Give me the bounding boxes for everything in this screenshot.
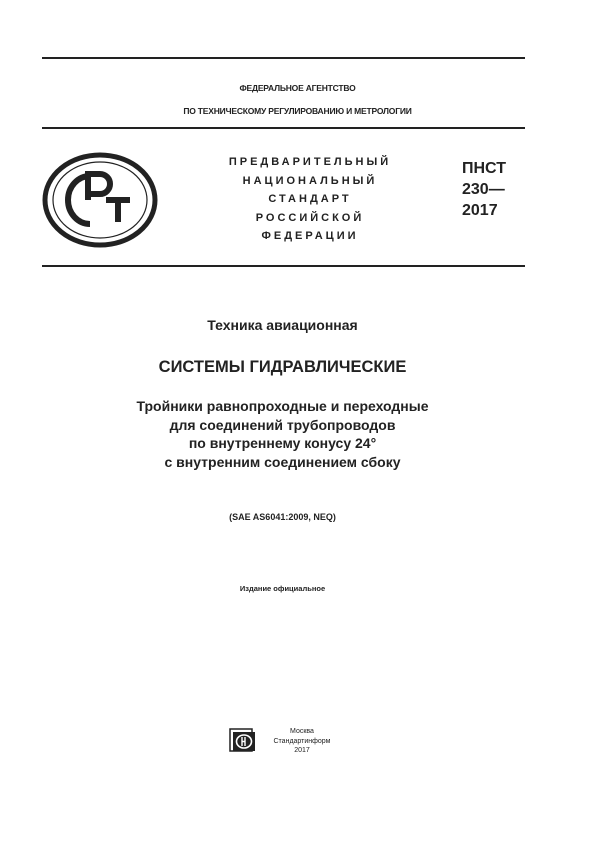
agency-line-1: ФЕДЕРАЛЬНОЕ АГЕНТСТВО [239,83,356,93]
header-rule [42,127,525,129]
publisher-city: Москва [290,728,314,735]
top-rule [42,57,525,59]
rst-logo-icon [42,152,158,248]
document-title: СИСТЕМЫ ГИДРАВЛИЧЕСКИЕ [158,358,407,376]
reference-standard: (SAE AS6041:2009, NEQ) [229,512,336,522]
document-subtitle [0,397,565,471]
standard-type-line: НАЦИОНАЛЬНЫЙ [242,174,378,187]
standartinform-logo-icon [229,728,256,752]
subtitle-line: Тройники равнопроходные и переходные [136,398,429,414]
publication-year: 2017 [294,747,310,754]
standard-type-line: ФЕДЕРАЦИИ [261,230,359,242]
standard-code-line: 230— [462,181,505,198]
publisher-name: Стандартинформ [273,737,331,745]
standard-type [200,153,420,246]
title-block-rule [42,265,525,267]
standard-type-line: РОССИЙСКОЙ [255,211,365,224]
standard-code-line: 2017 [462,202,498,219]
standard-type-line: СТАНДАРТ [268,193,352,205]
document-category: Техника авиационная [207,317,358,333]
standard-code-line: ПНСТ [462,160,506,177]
standard-type-line: ПРЕДВАРИТЕЛЬНЫЙ [228,156,392,168]
standard-code [462,158,532,221]
subtitle-line: для соединений трубопроводов [169,416,396,433]
subtitle-line: по внутреннему конусу 24° [188,435,377,451]
edition-note: Издание официальное [239,584,326,593]
subtitle-line: с внутренним соединением сбоку [164,453,401,470]
agency-line-2: ПО ТЕХНИЧЕСКОМУ РЕГУЛИРОВАНИЮ И МЕТРОЛОГИИ [183,106,412,116]
publisher-info [262,727,342,756]
